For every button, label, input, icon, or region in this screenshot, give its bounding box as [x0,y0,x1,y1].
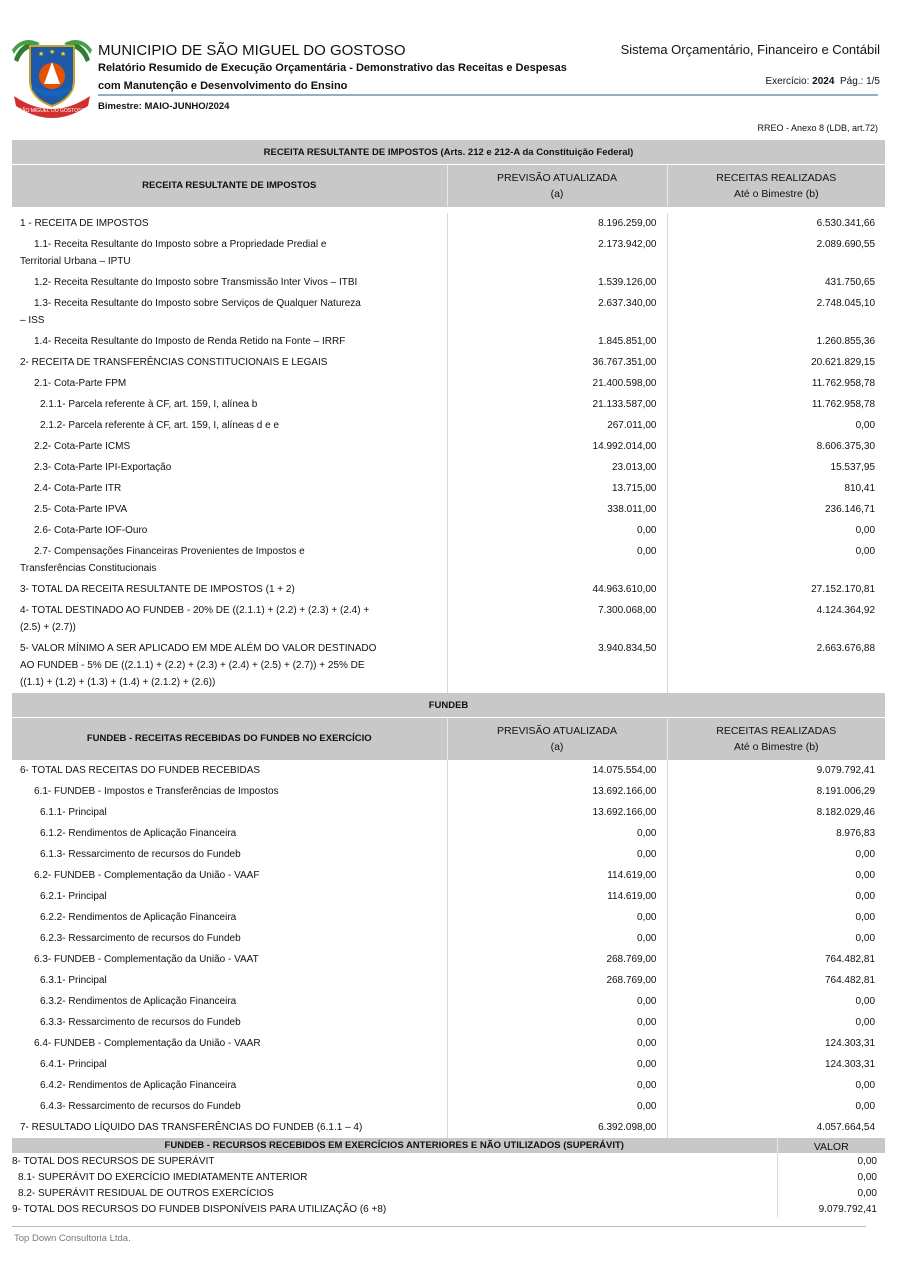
section1-title: RECEITA RESULTANTE DE IMPOSTOS (Arts. 212 e 212-A da Constituição Federal) [12,140,885,165]
fundeb-row [12,1012,885,1033]
fundeb-realized-value: 8.182.029,46 [667,802,885,823]
surplus-row [12,1153,885,1169]
surplus-row-value: 0,00 [777,1185,885,1201]
col-header-realized-l1: RECEITAS REALIZADAS [716,172,837,184]
report-body [12,140,885,1217]
footer-company: Top Down Consultoria Ltda. [14,1233,131,1244]
row-label-text: 1.1- Receita Resultante do Imposto sobre a Propriedade Predial e [34,239,327,250]
col-header-realized [667,165,885,208]
fundeb-row-label [12,1117,447,1138]
tax-revenue-forecast-value: 3.940.834,50 [447,638,667,693]
fundeb-forecast-value: 0,00 [447,1012,667,1033]
fundeb-forecast-value: 0,00 [447,1096,667,1117]
fundeb-row [12,760,885,781]
tax-revenue-row [12,272,885,293]
tax-revenue-row [12,394,885,415]
row-label-text: 6.4- FUNDEB - Complementação da União - VAAR [34,1038,261,1049]
row-label-text: 6.2.1- Principal [40,891,107,902]
row-label-text: 2.6- Cota-Parte IOF-Ouro [34,525,148,536]
tax-revenue-row [12,373,885,394]
row-label-text: 6.4.2- Rendimentos de Aplicação Financeira [40,1080,237,1091]
fundeb-col-header-realized-l1: RECEITAS REALIZADAS [716,725,837,737]
fundeb-row-label [12,823,447,844]
row-label-text: 6.4.3- Ressarcimento de recursos do Fundeb [40,1101,241,1112]
tax-revenue-realized-value: 4.124.364,92 [667,600,885,638]
fundeb-col-header-realized [667,718,885,761]
row-label-text: 2.1- Cota-Parte FPM [34,378,127,389]
municipality-name: MUNICIPIO DE SÃO MIGUEL DO GOSTOSO [98,42,406,59]
fundeb-realized-value: 124.303,31 [667,1054,885,1075]
row-label-text: 6.2- FUNDEB - Complementação da União - VAAF [34,870,260,881]
col-header-description: RECEITA RESULTANTE DE IMPOSTOS [12,165,447,208]
fundeb-row-label [12,907,447,928]
tax-revenue-realized-value: 27.152.170,81 [667,579,885,600]
tax-revenue-table [12,140,885,693]
tax-revenue-forecast-value: 13.715,00 [447,478,667,499]
fundeb-row [12,949,885,970]
tax-revenue-row [12,541,885,579]
fundeb-realized-value: 764.482,81 [667,949,885,970]
row-label-text: 6- TOTAL DAS RECEITAS DO FUNDEB RECEBIDAS [20,765,261,776]
row-label-text: 6.1.2- Rendimentos de Aplicação Financeira [40,828,237,839]
tax-revenue-realized-value: 0,00 [667,415,885,436]
fundeb-row [12,907,885,928]
tax-revenue-forecast-value: 1.539.126,00 [447,272,667,293]
row-label-text: 2.1.1- Parcela referente à CF, art. 159, I, alínea b [40,399,258,410]
fundeb-row [12,970,885,991]
tax-revenue-row-label [12,457,447,478]
svg-text:★: ★ [60,51,67,58]
surplus-row [12,1201,885,1217]
header-divider [98,94,878,96]
row-label-text: 6.1- FUNDEB - Impostos e Transferências de Impostos [34,786,279,797]
tax-revenue-row [12,234,885,272]
tax-revenue-row-label [12,272,447,293]
tax-revenue-forecast-value: 36.767.351,00 [447,352,667,373]
tax-revenue-forecast-value: 23.013,00 [447,457,667,478]
fundeb-row [12,928,885,949]
row-label-continuation: ((1.1) + (1.2) + (1.3) + (1.4) + (2.1.2) + (2.6)) [20,677,216,688]
fundeb-row-label [12,970,447,991]
fundeb-realized-value: 0,00 [667,907,885,928]
col-header-forecast-l2: (a) [550,188,564,200]
fundeb-row [12,886,885,907]
fundeb-row-label [12,886,447,907]
row-label-text: 6.1.1- Principal [40,807,107,818]
exercise-year: 2024 [812,76,835,87]
tax-revenue-realized-value: 236.146,71 [667,499,885,520]
fundeb-row-label [12,949,447,970]
tax-revenue-row [12,579,885,600]
surplus-rows [12,1153,885,1217]
tax-revenue-row [12,600,885,638]
surplus-row-value: 0,00 [777,1169,885,1185]
fundeb-realized-value: 0,00 [667,991,885,1012]
tax-revenue-row-label [12,234,447,272]
fundeb-column-header-row [12,718,885,761]
col-header-forecast-l1: PREVISÃO ATUALIZADA [496,172,617,184]
tax-revenue-rows [12,213,885,693]
row-label-continuation: – ISS [20,315,45,326]
fundeb-realized-value: 0,00 [667,844,885,865]
tax-revenue-forecast-value: 44.963.610,00 [447,579,667,600]
col-header-realized-l2: Até o Bimestre (b) [733,188,819,200]
row-label-text: 1.2- Receita Resultante do Imposto sobre Transmissão Inter Vivos – ITBI [34,277,358,288]
surplus-row-value: 9.079.792,41 [777,1201,885,1217]
fundeb-forecast-value: 13.692.166,00 [447,802,667,823]
row-label-text: 6.3- FUNDEB - Complementação da União - VAAT [34,954,259,965]
fundeb-realized-value: 8.191.006,29 [667,781,885,802]
tax-revenue-realized-value: 0,00 [667,541,885,579]
row-label-continuation: Territorial Urbana – IPTU [20,256,131,267]
fundeb-surplus-table [12,1138,885,1217]
row-label-text: 7- RESULTADO LÍQUIDO DAS TRANSFERÊNCIAS DO FUNDEB (6.1.1 – 4) [20,1122,363,1133]
row-label-text: 2.4- Cota-Parte ITR [34,483,122,494]
fundeb-realized-value: 8.976,83 [667,823,885,844]
tax-revenue-row-label [12,579,447,600]
annex-reference: RREO - Anexo 8 (LDB, art.72) [757,123,878,133]
tax-revenue-row [12,520,885,541]
fundeb-forecast-value: 0,00 [447,991,667,1012]
fundeb-revenue-rows [12,760,885,1138]
fundeb-realized-value: 9.079.792,41 [667,760,885,781]
fundeb-row [12,844,885,865]
tax-revenue-forecast-value: 2.173.942,00 [447,234,667,272]
row-label-text: 6.4.1- Principal [40,1059,107,1070]
tax-revenue-row [12,213,885,234]
tax-revenue-row-label [12,600,447,638]
fundeb-row-label [12,865,447,886]
tax-revenue-realized-value: 0,00 [667,520,885,541]
fundeb-col-header-realized-l2: Até o Bimestre (b) [733,741,819,753]
tax-revenue-realized-value: 1.260.855,36 [667,331,885,352]
tax-revenue-row-label [12,293,447,331]
tax-revenue-row-label [12,478,447,499]
fundeb-forecast-value: 268.769,00 [447,949,667,970]
column-header-row [12,165,885,208]
row-label-text: 2.7- Compensações Financeiras Provenientes de Impostos e [34,546,305,557]
tax-revenue-row-label [12,331,447,352]
tax-revenue-forecast-value: 267.011,00 [447,415,667,436]
tax-revenue-realized-value: 431.750,65 [667,272,885,293]
tax-revenue-forecast-value: 8.196.259,00 [447,213,667,234]
fundeb-row-label [12,928,447,949]
row-label-text: 1.4- Receita Resultante do Imposto de Renda Retido na Fonte – IRRF [34,336,346,347]
tax-revenue-realized-value: 8.606.375,30 [667,436,885,457]
page-number: Pág.: 1/5 [839,76,880,87]
tax-revenue-realized-value: 20.621.829,15 [667,352,885,373]
fundeb-realized-value: 0,00 [667,865,885,886]
surplus-row [12,1169,885,1185]
tax-revenue-realized-value: 6.530.341,66 [667,213,885,234]
tax-revenue-realized-value: 810,41 [667,478,885,499]
fundeb-forecast-value: 0,00 [447,928,667,949]
tax-revenue-row [12,352,885,373]
row-label-text: 2.5- Cota-Parte IPVA [34,504,128,515]
tax-revenue-realized-value: 15.537,95 [667,457,885,478]
fundeb-row-label [12,1075,447,1096]
fundeb-row [12,1117,885,1138]
tax-revenue-forecast-value: 21.400.598,00 [447,373,667,394]
tax-revenue-row [12,457,885,478]
surplus-row-label: 8.1- SUPERÁVIT DO EXERCÍCIO IMEDIATAMENTE ANTERIOR [18,1171,308,1183]
fundeb-row [12,1096,885,1117]
report-header [0,0,900,135]
tax-revenue-forecast-value: 2.637.340,00 [447,293,667,331]
tax-revenue-forecast-value: 7.300.068,00 [447,600,667,638]
tax-revenue-realized-value: 2.663.676,88 [667,638,885,693]
fundeb-forecast-value: 0,00 [447,1033,667,1054]
system-name: Sistema Orçamentário, Financeiro e Contábil [620,42,880,57]
tax-revenue-row [12,638,885,693]
fundeb-col-header-forecast-l2: (a) [550,741,564,753]
tax-revenue-row-label [12,415,447,436]
row-label-continuation: AO FUNDEB - 5% DE ((2.1.1) + (2.2) + (2.3) + (2.4) + (2.5) + (2.7)) + 25% DE [20,660,365,671]
row-label-text: 2.3- Cota-Parte IPI-Exportação [34,462,172,473]
tax-revenue-row [12,499,885,520]
fundeb-col-header-forecast [447,718,667,761]
tax-revenue-row [12,478,885,499]
surplus-header-row [12,1138,885,1153]
tax-revenue-forecast-value: 21.133.587,00 [447,394,667,415]
fundeb-forecast-value: 13.692.166,00 [447,781,667,802]
row-label-text: 6.3.2- Rendimentos de Aplicação Financeira [40,996,237,1007]
fundeb-row-label [12,1012,447,1033]
fundeb-row [12,1054,885,1075]
surplus-row-label: 9- TOTAL DOS RECURSOS DO FUNDEB DISPONÍVEIS PARA UTILIZAÇÃO (6 +8) [12,1203,387,1215]
surplus-row-label: 8.2- SUPERÁVIT RESIDUAL DE OUTROS EXERCÍCIOS [18,1187,274,1199]
fundeb-row [12,865,885,886]
tax-revenue-realized-value: 2.089.690,55 [667,234,885,272]
fundeb-row-label [12,1054,447,1075]
fundeb-col-header-description: FUNDEB - RECEITAS RECEBIDAS DO FUNDEB NO EXERCÍCIO [12,718,447,761]
fundeb-row-label [12,760,447,781]
tax-revenue-row-label [12,638,447,693]
fundeb-forecast-value: 114.619,00 [447,886,667,907]
fundeb-row-label [12,1033,447,1054]
fundeb-row-label [12,991,447,1012]
report-title-line2: com Manutenção e Desenvolvimento do Ensino [98,80,348,92]
row-label-text: 6.3.1- Principal [40,975,107,986]
tax-revenue-forecast-value: 0,00 [447,541,667,579]
row-label-text: 6.3.3- Ressarcimento de recursos do Fundeb [40,1017,241,1028]
fundeb-realized-value: 764.482,81 [667,970,885,991]
surplus-row [12,1185,885,1201]
section-title-row [12,140,885,165]
tax-revenue-row-label [12,436,447,457]
fundeb-row-label [12,781,447,802]
svg-text:★: ★ [49,49,56,56]
row-label-text: 2.1.2- Parcela referente à CF, art. 159, I, alíneas d e e [40,420,280,431]
fundeb-realized-value: 0,00 [667,886,885,907]
fundeb-row [12,802,885,823]
tax-revenue-row-label [12,520,447,541]
row-label-continuation: (2.5) + (2.7)) [20,622,76,633]
fundeb-realized-value: 0,00 [667,928,885,949]
tax-revenue-row-label [12,352,447,373]
fundeb-forecast-value: 0,00 [447,907,667,928]
tax-revenue-forecast-value: 0,00 [447,520,667,541]
col-header-forecast [447,165,667,208]
tax-revenue-row-label [12,541,447,579]
fundeb-banner-row [12,693,885,718]
row-label-text: 4- TOTAL DESTINADO AO FUNDEB - 20% DE ((2.1.1) + (2.2) + (2.3) + (2.4) + [20,605,370,616]
fundeb-forecast-value: 0,00 [447,844,667,865]
fundeb-row-label [12,802,447,823]
fundeb-row [12,1033,885,1054]
row-label-text: 2- RECEITA DE TRANSFERÊNCIAS CONSTITUCIONAIS E LEGAIS [20,357,328,368]
fundeb-forecast-value: 114.619,00 [447,865,667,886]
surplus-row-label: 8- TOTAL DOS RECURSOS DE SUPERÁVIT [12,1155,215,1167]
tax-revenue-realized-value: 11.762.958,78 [667,394,885,415]
surplus-title: FUNDEB - RECURSOS RECEBIDOS EM EXERCÍCIOS ANTERIORES E NÃO UTILIZADOS (SUPERÁVIT) [12,1138,777,1153]
tax-revenue-forecast-value: 338.011,00 [447,499,667,520]
fundeb-revenue-table [12,693,885,1138]
tax-revenue-realized-value: 11.762.958,78 [667,373,885,394]
fundeb-banner: FUNDEB [12,693,885,718]
fundeb-forecast-value: 0,00 [447,823,667,844]
surplus-row-value: 0,00 [777,1153,885,1169]
report-title-line1: Relatório Resumido de Execução Orçamentária - Demonstrativo das Receitas e Despesas [98,62,567,74]
fundeb-realized-value: 0,00 [667,1075,885,1096]
municipal-coat-of-arms-logo [8,32,96,118]
tax-revenue-row [12,331,885,352]
tax-revenue-row [12,293,885,331]
tax-revenue-row [12,436,885,457]
exercise-label: Exercício: [765,76,810,87]
exercise-info [765,76,880,87]
svg-text:★: ★ [38,51,45,58]
row-label-text: 1.3- Receita Resultante do Imposto sobre Serviços de Qualquer Natureza [34,298,361,309]
tax-revenue-forecast-value: 1.845.851,00 [447,331,667,352]
fundeb-row-label [12,1096,447,1117]
row-label-text: 6.2.3- Ressarcimento de recursos do Fundeb [40,933,241,944]
fundeb-forecast-value: 6.392.098,00 [447,1117,667,1138]
fundeb-row [12,781,885,802]
fundeb-row [12,1075,885,1096]
fundeb-forecast-value: 0,00 [447,1075,667,1096]
row-label-text: 2.2- Cota-Parte ICMS [34,441,131,452]
row-label-text: 6.1.3- Ressarcimento de recursos do Fundeb [40,849,241,860]
tax-revenue-forecast-value: 14.992.014,00 [447,436,667,457]
fundeb-realized-value: 4.057.664,54 [667,1117,885,1138]
tax-revenue-row-label [12,499,447,520]
tax-revenue-row-label [12,213,447,234]
row-label-text: 6.2.2- Rendimentos de Aplicação Financeira [40,912,237,923]
tax-revenue-row-label [12,373,447,394]
bimester-label: Bimestre: MAIO-JUNHO/2024 [98,101,230,112]
fundeb-realized-value: 124.303,31 [667,1033,885,1054]
fundeb-col-header-forecast-l1: PREVISÃO ATUALIZADA [496,725,617,737]
fundeb-row [12,823,885,844]
fundeb-forecast-value: 268.769,00 [447,970,667,991]
row-label-continuation: Transferências Constitucionais [20,563,157,574]
tax-revenue-realized-value: 2.748.045,10 [667,293,885,331]
tax-revenue-row [12,415,885,436]
row-label-text: 3- TOTAL DA RECEITA RESULTANTE DE IMPOSTOS (1 + 2) [20,584,295,595]
fundeb-realized-value: 0,00 [667,1096,885,1117]
fundeb-forecast-value: 14.075.554,00 [447,760,667,781]
footer-divider [12,1226,866,1227]
fundeb-forecast-value: 0,00 [447,1054,667,1075]
surplus-value-header: VALOR [777,1138,885,1153]
row-label-text: 5- VALOR MÍNIMO A SER APLICADO EM MDE ALÉM DO VALOR DESTINADO [20,643,377,654]
logo-ribbon-text: SÃO MIGUEL DO GOSTOSO [18,108,86,114]
fundeb-realized-value: 0,00 [667,1012,885,1033]
fundeb-row [12,991,885,1012]
tax-revenue-row-label [12,394,447,415]
row-label-text: 1 - RECEITA DE IMPOSTOS [20,218,149,229]
fundeb-row-label [12,844,447,865]
